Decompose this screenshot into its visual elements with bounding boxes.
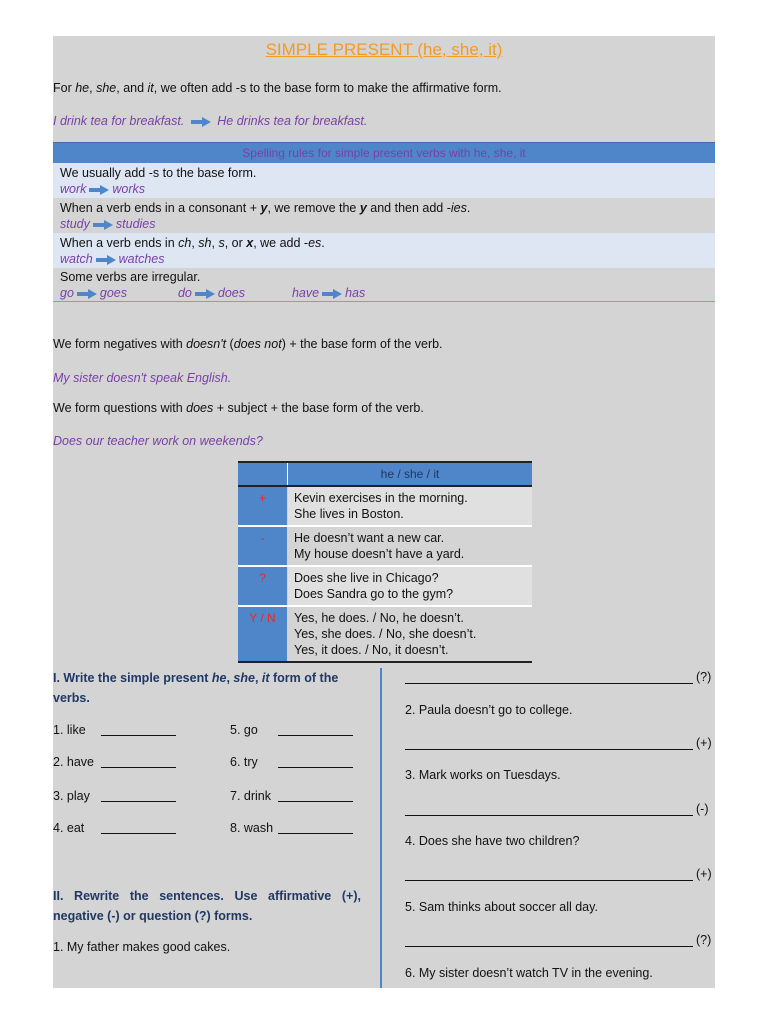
worksheet-page <box>53 36 715 988</box>
sentence-item: 6. My sister doesn’t watch TV in the evening. <box>405 966 653 980</box>
answer-blank[interactable] <box>278 833 353 834</box>
answer-line[interactable] <box>405 946 693 947</box>
example-affirmative: I drink tea for breakfast. He drinks tea for breakfast. <box>53 114 368 128</box>
exercise-1-item: 1. like <box>53 723 86 737</box>
spelling-rule-row: We usually add -s to the base form. work works <box>53 163 715 198</box>
sentence-item: 5. Sam thinks about soccer all day. <box>405 900 598 914</box>
form-mark: (+) <box>696 867 712 881</box>
answer-blank[interactable] <box>278 801 353 802</box>
questions-rule: We form questions with does + subject + the base form of the verb. <box>53 401 424 415</box>
spelling-rule-row: When a verb ends in a consonant + y, we remove the y and then add -ies. study studies <box>60 201 471 231</box>
answer-blank[interactable] <box>101 735 176 736</box>
answer-blank[interactable] <box>101 767 176 768</box>
exercise-1-item: 8. wash <box>230 821 274 835</box>
arrow-right-icon <box>195 289 215 299</box>
page-title: SIMPLE PRESENT (he, she, it) <box>265 40 503 59</box>
exercise-1-item: 4. eat <box>53 821 85 835</box>
form-mark: (-) <box>696 802 709 816</box>
exercise-1-item: 7. drink <box>230 789 271 803</box>
arrow-right-icon <box>89 185 109 195</box>
arrow-right-icon <box>77 289 97 299</box>
spelling-rule-row: Some verbs are irregular. go goes do does have has <box>60 270 366 300</box>
exercise-1-item: 5. go <box>230 723 258 737</box>
arrow-right-icon <box>93 220 113 230</box>
sentence-item: 2. Paula doesn’t go to college. <box>405 703 573 717</box>
exercise-1-item: 3. play <box>53 789 90 803</box>
exercise-2-heading: II. Rewrite the sentences. Use affirmative (+), <box>53 889 361 903</box>
answer-blank[interactable] <box>278 767 353 768</box>
table-row: Y / N Yes, he does. / No, he doesn’t. Yes, she does. / No, she doesn’t. Yes, it does. / No, it doesn’t. <box>238 607 532 663</box>
table-header: he / she / it <box>238 461 532 487</box>
he-she-it-table <box>238 461 532 663</box>
table-row: ? Does she live in Chicago? Does Sandra go to the gym? <box>238 567 532 607</box>
negatives-rule: We form negatives with doesn't (does not) + the base form of the verb. <box>53 337 443 351</box>
answer-line[interactable] <box>405 815 693 816</box>
table-rule <box>53 301 715 302</box>
spelling-rules-header: Spelling rules for simple present verbs with he, she, it <box>53 142 715 163</box>
negative-example: My sister doesn't speak English. <box>53 371 232 385</box>
answer-line[interactable] <box>405 749 693 750</box>
form-mark: (?) <box>696 670 712 684</box>
arrow-right-icon <box>322 289 342 299</box>
table-row: + Kevin exercises in the morning. She lives in Boston. <box>238 487 532 527</box>
spelling-rule-row: When a verb ends in ch, sh, s, or x, we add -es. watch watches <box>53 233 715 268</box>
sentence-item: 3. Mark works on Tuesdays. <box>405 768 561 782</box>
answer-line[interactable] <box>405 880 693 881</box>
column-divider <box>380 668 382 988</box>
exercise-1-item: 2. have <box>53 755 95 769</box>
question-example: Does our teacher work on weekends? <box>53 434 263 448</box>
arrow-right-icon <box>191 117 211 127</box>
answer-blank[interactable] <box>101 801 176 802</box>
form-mark: (+) <box>696 736 712 750</box>
exercise-1-item: 6. try <box>230 755 258 769</box>
intro-text: For he, she, and it, we often add -s to the base form to make the affirmative form. <box>53 81 502 95</box>
sentence-item: 4. Does she have two children? <box>405 834 580 848</box>
table-row: - He doesn’t want a new car. My house doesn’t have a yard. <box>238 527 532 567</box>
arrow-right-icon <box>96 255 116 265</box>
answer-line[interactable] <box>405 683 693 684</box>
answer-blank[interactable] <box>101 833 176 834</box>
sentence-item: 1. My father makes good cakes. <box>53 940 231 954</box>
form-mark: (?) <box>696 933 712 947</box>
exercise-1-heading: I. Write the simple present he, she, it form of the verbs. <box>53 671 339 705</box>
answer-blank[interactable] <box>278 735 353 736</box>
exercise-2-heading: negative (-) or question (?) forms. <box>53 909 253 923</box>
